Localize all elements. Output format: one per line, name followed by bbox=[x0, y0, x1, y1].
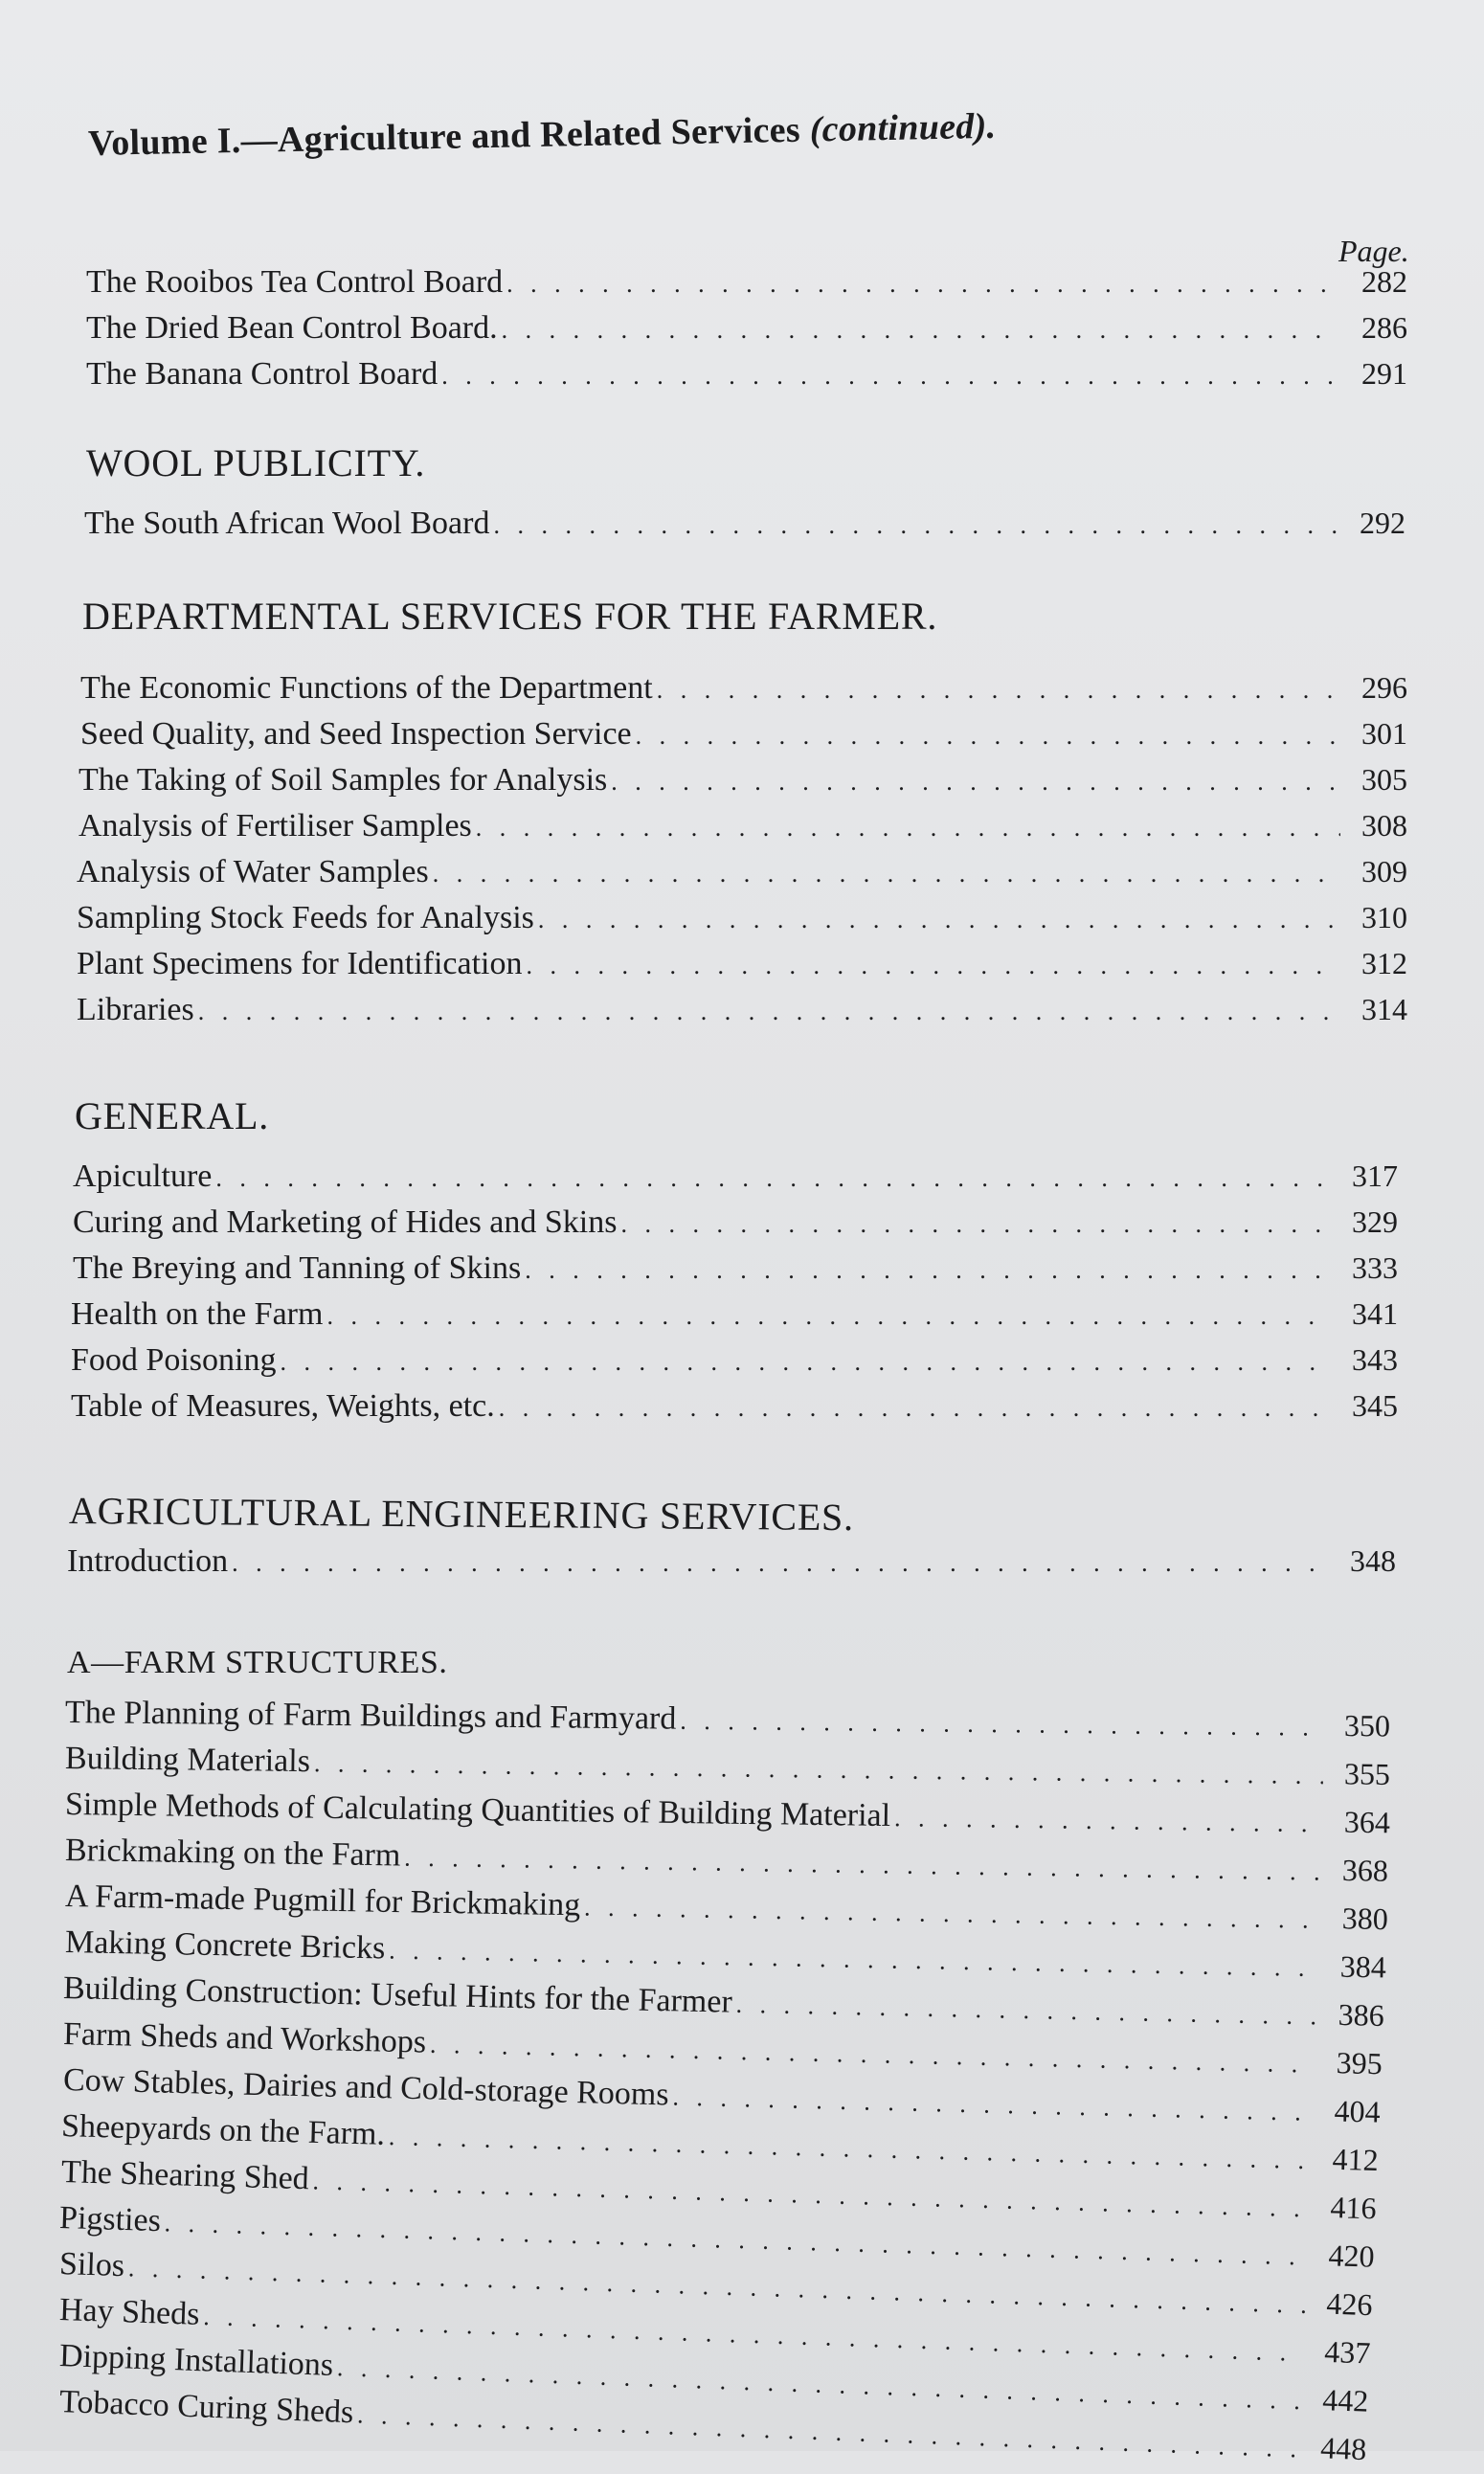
entry-title: Pigsties bbox=[58, 2200, 162, 2239]
entry-page: 348 bbox=[1350, 1543, 1396, 1578]
entry-page: 341 bbox=[1352, 1296, 1398, 1331]
entry-title: The Planning of Farm Buildings and Farmyard bbox=[64, 1695, 677, 1737]
entry-page: 309 bbox=[1361, 854, 1407, 888]
entry-title: The Rooibos Tea Control Board bbox=[86, 264, 504, 300]
entry-title: Sampling Stock Feeds for Analysis bbox=[77, 900, 534, 935]
entry-title: Brickmaking on the Farm bbox=[64, 1833, 401, 1874]
entry-title: Analysis of Water Samples bbox=[77, 854, 429, 889]
entry-title: Sheepyards on the Farm. bbox=[60, 2108, 386, 2152]
section-heading-wool-publicity: WOOL PUBLICITY. bbox=[86, 441, 426, 484]
dot-leader bbox=[735, 1990, 1317, 2032]
entry-page: 350 bbox=[1343, 1707, 1391, 1743]
entry-page: 368 bbox=[1341, 1852, 1389, 1888]
entry-title: Cow Stables, Dairies and Cold-storage Rooms bbox=[62, 2062, 670, 2113]
entry-page: 312 bbox=[1361, 946, 1407, 980]
entry-page: 384 bbox=[1339, 1948, 1387, 1985]
section-heading-departmental: DEPARTMENTAL SERVICES FOR THE FARMER. bbox=[82, 595, 938, 638]
entry-title: Dipping Installations bbox=[58, 2338, 334, 2383]
entry-page: 420 bbox=[1328, 2238, 1376, 2274]
entry-page: 317 bbox=[1352, 1158, 1398, 1193]
entry-page: 310 bbox=[1361, 900, 1407, 934]
dot-leader bbox=[389, 1936, 1319, 1983]
entry-title: Making Concrete Bricks bbox=[64, 1924, 386, 1967]
entry-title: The Taking of Soil Samples for Analysis bbox=[79, 762, 608, 798]
entry-title: Building Construction: Useful Hints for the Farmer bbox=[62, 1970, 733, 2020]
entry-title: Hay Sheds bbox=[58, 2292, 201, 2332]
entry-title: The Banana Control Board bbox=[86, 356, 438, 392]
entry-page: 386 bbox=[1338, 1996, 1385, 2033]
dot-leader bbox=[430, 2031, 1315, 2080]
dot-leader bbox=[584, 1893, 1321, 1934]
entry-page: 282 bbox=[1361, 264, 1407, 299]
entry-page: 355 bbox=[1343, 1756, 1391, 1791]
entry-page: 291 bbox=[1361, 356, 1407, 391]
entry-page: 329 bbox=[1352, 1204, 1398, 1239]
entry-page: 343 bbox=[1352, 1342, 1398, 1377]
entry-title: Libraries bbox=[77, 992, 194, 1027]
entry-title: Plant Specimens for Identification bbox=[77, 946, 523, 981]
section-heading-farm-structures: A—FARM STRUCTURES. bbox=[67, 1645, 448, 1680]
entry-title: Health on the Farm bbox=[71, 1296, 324, 1332]
entry-title: Analysis of Fertiliser Samples bbox=[79, 808, 472, 843]
entry-page: 301 bbox=[1361, 716, 1407, 751]
dot-leader bbox=[672, 2083, 1314, 2127]
entry-page: 395 bbox=[1336, 2045, 1383, 2081]
entry-title: Tobacco Curing Sheds bbox=[58, 2384, 354, 2431]
entry-page: 448 bbox=[1319, 2430, 1367, 2467]
entry-page: 437 bbox=[1323, 2333, 1371, 2371]
entry-title: Apiculture bbox=[73, 1158, 213, 1194]
entry-page: 416 bbox=[1330, 2190, 1378, 2226]
entry-title: Simple Methods of Calculating Quantities of Building Material bbox=[64, 1787, 891, 1834]
entry-title: A Farm-made Pugmill for Brickmaking bbox=[64, 1878, 581, 1923]
entry-title: The Economic Functions of the Department bbox=[80, 670, 653, 706]
entry-title: Curing and Marketing of Hides and Skins bbox=[73, 1204, 618, 1240]
entry-title: The Breying and Tanning of Skins bbox=[73, 1250, 522, 1286]
section-heading-general: GENERAL. bbox=[75, 1094, 270, 1137]
entry-title: Silos bbox=[58, 2246, 125, 2284]
entry-title: Farm Sheds and Workshops bbox=[62, 2016, 427, 2060]
entry-page: 296 bbox=[1361, 670, 1407, 705]
entry-page: 412 bbox=[1332, 2141, 1380, 2178]
entry-page: 345 bbox=[1352, 1388, 1398, 1423]
entry-page: 442 bbox=[1321, 2382, 1369, 2418]
section-heading-engineering: AGRICULTURAL ENGINEERING SERVICES. bbox=[68, 1489, 855, 1540]
entry-title: Building Materials bbox=[64, 1741, 311, 1780]
dot-leader bbox=[680, 1707, 1323, 1743]
entry-page: 305 bbox=[1361, 762, 1407, 797]
entry-page: 380 bbox=[1341, 1900, 1389, 1937]
page-column-header: Page. bbox=[1338, 234, 1409, 268]
entry-title: Introduction bbox=[67, 1543, 229, 1579]
entry-page: 333 bbox=[1352, 1250, 1398, 1285]
dot-leader bbox=[894, 1804, 1323, 1838]
entry-title: The South African Wool Board bbox=[84, 506, 490, 541]
entry-title: Table of Measures, Weights, etc. bbox=[71, 1388, 495, 1424]
entry-page: 314 bbox=[1361, 992, 1407, 1026]
entry-page: 426 bbox=[1325, 2285, 1374, 2323]
entry-page: 286 bbox=[1361, 310, 1407, 345]
entry-page: 308 bbox=[1361, 808, 1407, 843]
entry-title: The Dried Bean Control Board. bbox=[86, 310, 498, 346]
dot-leader bbox=[404, 1844, 1321, 1887]
entry-title: Food Poisoning bbox=[71, 1342, 277, 1378]
entry-title: The Shearing Shed bbox=[60, 2154, 310, 2197]
entry-title: Seed Quality, and Seed Inspection Service bbox=[80, 716, 632, 752]
volume-continued: (continued). bbox=[809, 105, 997, 150]
entry-page: 292 bbox=[1360, 506, 1405, 540]
entry-page: 404 bbox=[1334, 2093, 1382, 2129]
dot-leader bbox=[314, 1749, 1323, 1790]
volume-title-text: Volume I.—Agriculture and Related Services bbox=[87, 109, 801, 164]
entry-page: 364 bbox=[1343, 1804, 1391, 1840]
